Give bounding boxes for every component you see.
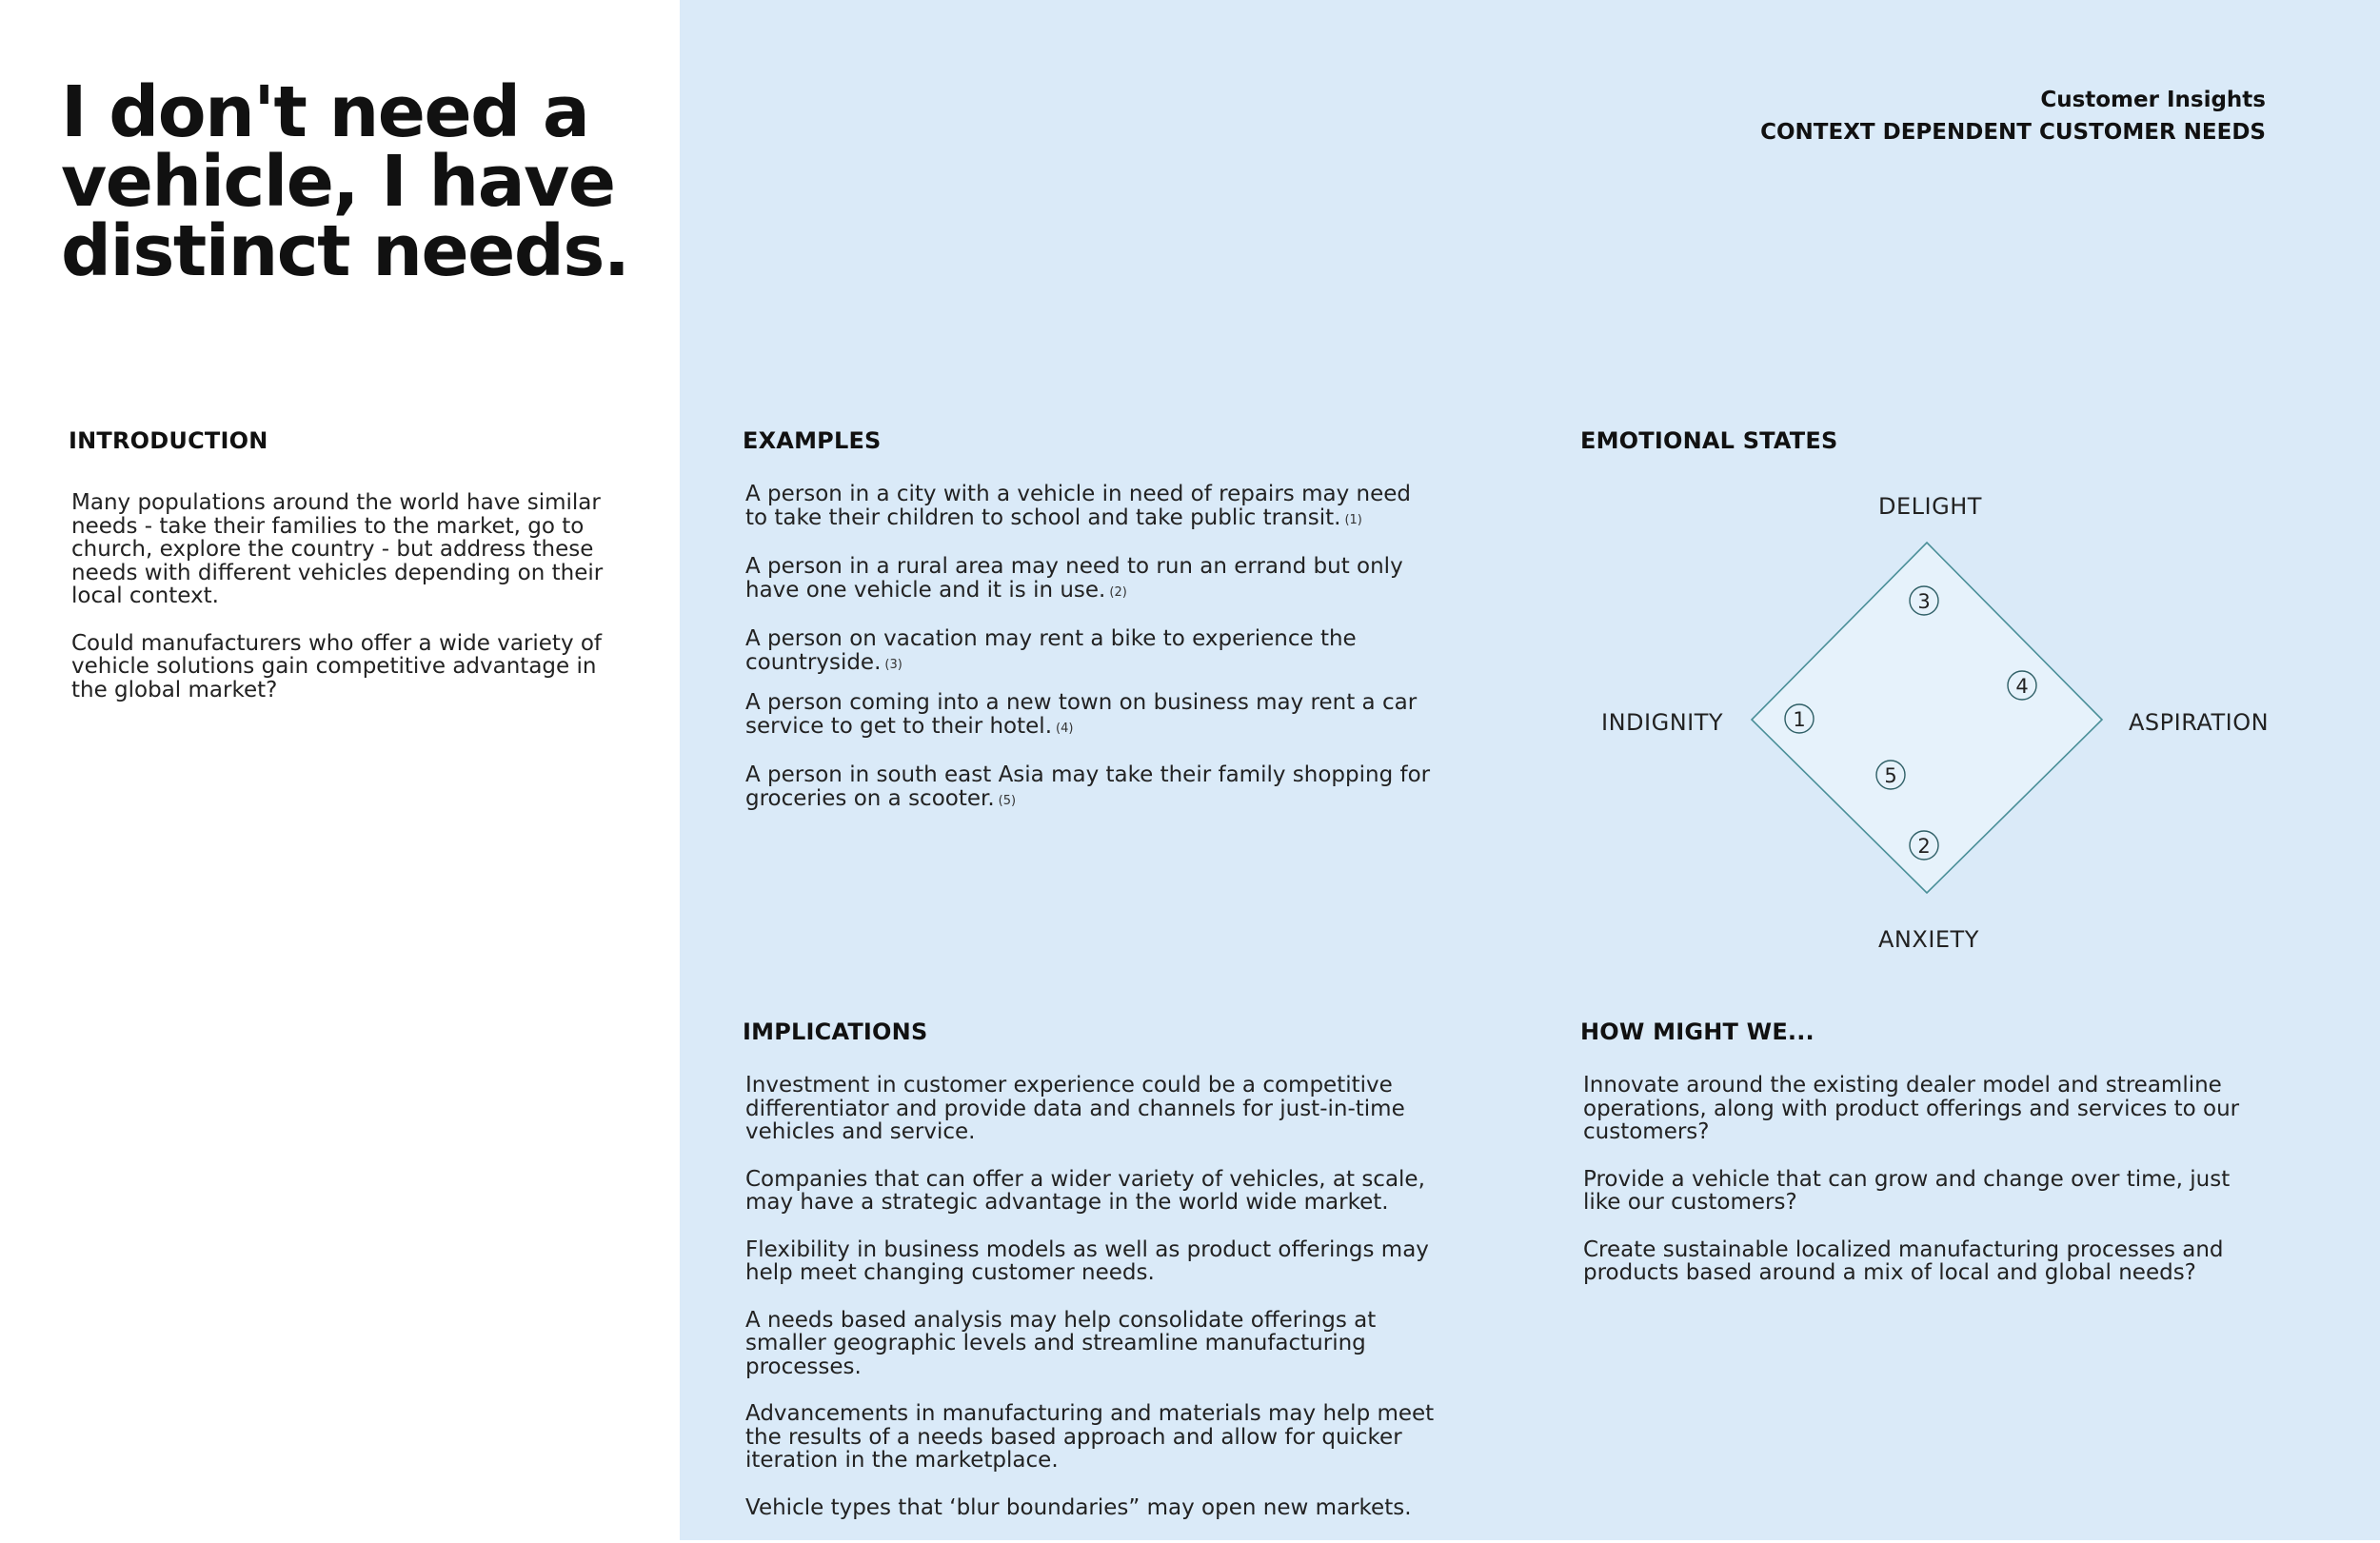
how-might-we-paragraph: Create sustainable localized manufacturing processes and products based around a mix of local and global needs?: [1583, 1236, 2224, 1285]
example-ref: (4): [1056, 721, 1074, 736]
title-line: I don't need a: [61, 71, 589, 153]
example-text: A person in a rural area may need to run an errand but only have one vehicle and it is in use.: [745, 554, 1403, 603]
introduction-paragraph: Could manufacturers who offer a wide variety of vehicle solutions gain competitive advantage in the global market?: [71, 630, 603, 702]
marker-label: 3: [1917, 590, 1931, 613]
marker-label: 1: [1793, 708, 1806, 731]
example-ref: (2): [1109, 584, 1127, 600]
example-ref: (5): [998, 793, 1017, 808]
marker-2: [1910, 831, 1938, 860]
title-line: vehicle, I have: [61, 141, 615, 223]
implications-paragraph: Advancements in manufacturing and materials may help meet the results of a needs based approach and allow for quicker iteration in the marketplace.: [745, 1401, 1435, 1473]
introduction-body: [71, 491, 614, 725]
introduction-paragraph: Many populations around the world have similar needs - take their families to the market, go to church, explore the country - but address these needs with different vehicles depending on their local context.: [71, 490, 604, 608]
example-item: [745, 627, 1431, 678]
example-ref: (1): [1344, 512, 1362, 527]
example-item: [745, 555, 1431, 605]
example-text: A person in south east Asia may take their family shopping for groceries on a scooter.: [745, 762, 1431, 811]
example-text: A person coming into a new town on business may rent a car service to get to their hotel.: [745, 690, 1418, 739]
examples-heading: EXAMPLES: [743, 427, 882, 454]
how-might-we-heading: HOW MIGHT WE...: [1580, 1019, 1815, 1045]
example-ref: (3): [884, 657, 902, 672]
introduction-heading: INTRODUCTION: [69, 427, 268, 454]
marker-4: [2008, 671, 2036, 700]
how-might-we-body: [1583, 1074, 2259, 1309]
how-might-we-paragraph: Provide a vehicle that can grow and change over time, just like our customers?: [1583, 1166, 2231, 1215]
axis-label-top: DELIGHT: [1878, 493, 1982, 520]
implications-paragraph: A needs based analysis may help consolidate offerings at smaller geographic levels and streamline manufacturing processes.: [745, 1307, 1377, 1379]
example-item: [745, 483, 1431, 533]
example-text: A person on vacation may rent a bike to experience the countryside.: [745, 626, 1357, 675]
implications-paragraph: Vehicle types that ‘blur boundaries” may open new markets.: [745, 1494, 1412, 1520]
marker-5: [1876, 761, 1905, 789]
examples-body: [745, 483, 1431, 836]
header-category: Customer Insights: [2040, 88, 2266, 112]
marker-3: [1910, 586, 1938, 615]
implications-paragraph: Companies that can offer a wider variety of vehicles, at scale, may have a strategic advantage in the world wide market.: [745, 1166, 1425, 1215]
marker-label: 5: [1884, 764, 1897, 787]
page-title: [61, 71, 670, 292]
marker-label: 4: [2015, 675, 2029, 698]
emotional-states-diamond: [1750, 543, 2102, 895]
implications-paragraph: Investment in customer experience could be a competitive differentiator and provide data and channels for just-in-time vehicles and service.: [745, 1073, 1405, 1144]
header-subtitle: CONTEXT DEPENDENT CUSTOMER NEEDS: [1760, 120, 2266, 145]
axis-label-bottom: ANXIETY: [1878, 926, 1979, 953]
marker-1: [1785, 704, 1814, 733]
example-item: [745, 763, 1431, 814]
title-line: distinct needs.: [61, 210, 629, 292]
implications-body: [745, 1074, 1450, 1543]
how-might-we-paragraph: Innovate around the existing dealer model and streamline operations, along with product offerings and services to our customers?: [1583, 1073, 2240, 1144]
implications-paragraph: Flexibility in business models as well as product offerings may help meet changing customer needs.: [745, 1236, 1429, 1285]
example-item: [745, 691, 1431, 742]
document-header: [1760, 84, 2266, 148]
emotional-states-heading: EMOTIONAL STATES: [1580, 427, 1838, 454]
axis-label-right: ASPIRATION: [2129, 709, 2270, 736]
implications-heading: IMPLICATIONS: [743, 1019, 928, 1045]
axis-label-left: INDIGNITY: [1601, 709, 1724, 736]
marker-label: 2: [1917, 835, 1931, 858]
example-text: A person in a city with a vehicle in need of repairs may need to take their children to school and take public transit.: [745, 482, 1411, 530]
